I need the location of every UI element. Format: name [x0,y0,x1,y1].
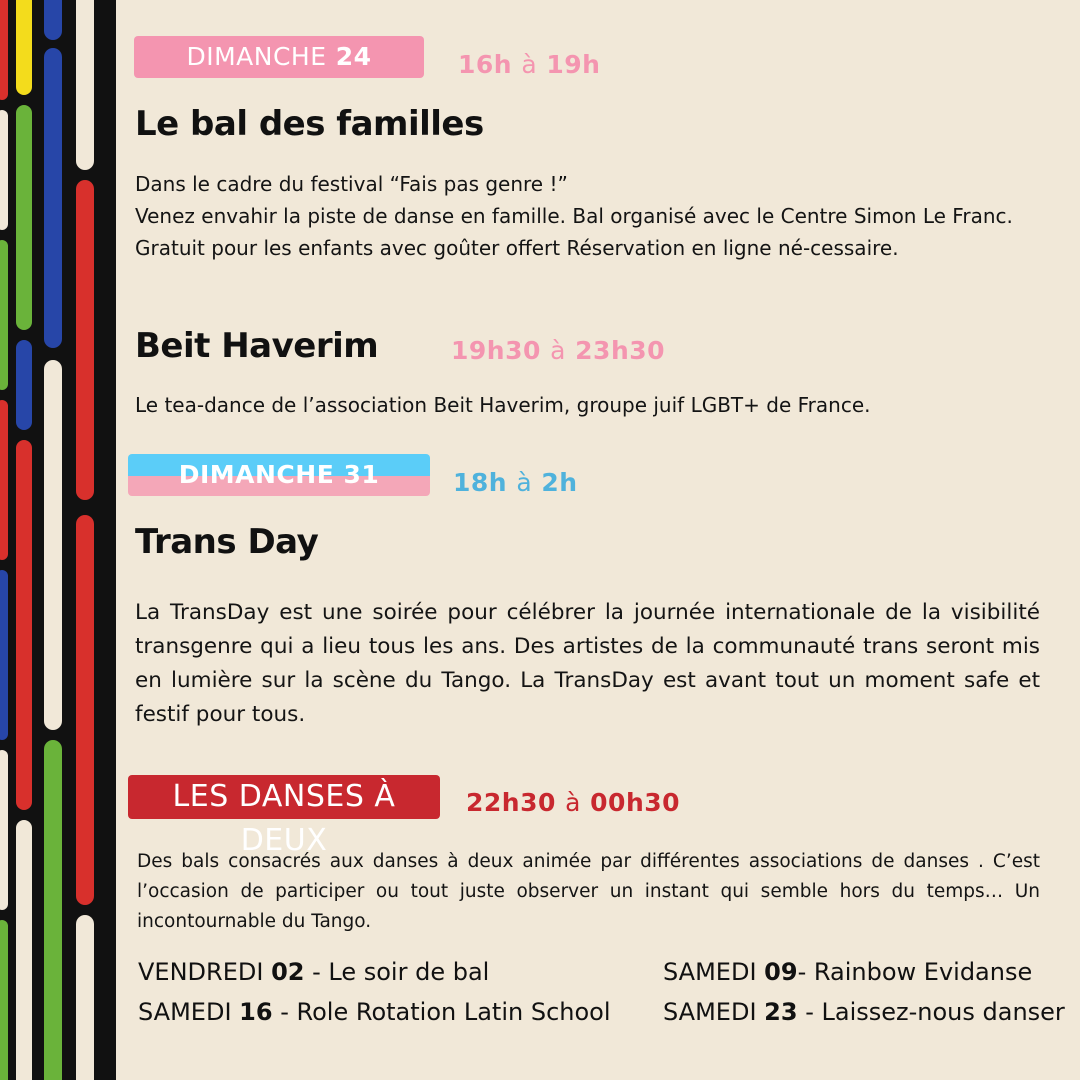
schedule-item-samedi-09 [663,958,1032,986]
stripes-graphic [0,0,116,1080]
time-sep: à [516,468,533,497]
schedule-event: - Le soir de bal [304,958,490,986]
time-sep: à [550,336,566,365]
time-range-beit-haverim [451,336,665,365]
schedule-event: - Role Rotation Latin School [272,998,611,1026]
time-end: 2h [541,468,578,497]
schedule-day: SAMEDI [663,958,757,986]
badge-day: DIMANCHE [186,42,327,71]
time-start: 19h30 [451,336,541,365]
desc-line-2: Venez envahir la piste de danse en famille. Bal organisé avec le Centre Simon Le Franc. Gratuit pour les enfants avec goûter offert Réservation en ligne né-cessaire. [135,204,1013,260]
event-description-beit-haverim: Le tea-dance de l’association Beit Haverim, groupe juif LGBT+ de France. [135,393,871,417]
event-title-bal-des-familles: Le bal des familles [135,104,484,144]
time-range-1 [458,50,600,79]
schedule-num: 16 [239,998,273,1026]
date-badge-dimanche-31: DIMANCHE 31 [128,454,430,496]
schedule-day: VENDREDI [138,958,264,986]
section-badge-danses-a-deux: LES DANSES À DEUX [128,775,440,819]
time-sep: à [521,50,538,79]
time-start: 16h [458,50,513,79]
schedule-num: 02 [271,958,305,986]
time-end: 23h30 [575,336,666,365]
schedule-day: SAMEDI [138,998,232,1026]
schedule-item-samedi-23 [663,998,1065,1026]
section-description-danses-a-deux: Des bals consacrés aux danses à deux animée par différentes associations de danses . C’est l’occasion de participer ou tout juste observer un instant qui semble hors du temps… Un incontournable du Tango. [137,851,1040,932]
schedule-item-vendredi-02 [138,958,489,986]
time-start: 18h [453,468,508,497]
time-start: 22h30 [466,788,556,817]
date-badge-dimanche-24 [134,36,424,78]
event-title-trans-day: Trans Day [135,522,319,562]
schedule-event: - Rainbow Evidanse [797,958,1033,986]
schedule-num: 23 [764,998,798,1026]
event-title-beit-haverim: Beit Haverim [135,326,379,366]
time-range-2 [453,468,578,497]
time-sep: à [565,788,581,817]
decorative-stripes [0,0,116,1080]
badge-num: 24 [335,42,372,71]
time-range-3 [466,788,680,817]
schedule-item-samedi-16 [138,998,611,1026]
schedule-day: SAMEDI [663,998,757,1026]
time-end: 00h30 [590,788,681,817]
event-description-bal-des-familles [135,168,1040,264]
event-description-trans-day: La TransDay est une soirée pour célébrer la journée internationale de la visibilité transgenre qui a lieu tous les ans. Des artistes de la communauté trans seront mis en lumière sur la scène du Tango. La TransDay est avant tout un moment safe et festif pour tous. [135,600,1040,727]
desc-line-1: Dans le cadre du festival “Fais pas genre !” [135,172,568,196]
schedule-num: 09 [764,958,798,986]
schedule-event: - Laissez-nous danser [797,998,1065,1026]
time-end: 19h [546,50,601,79]
program-content [128,0,1065,1080]
